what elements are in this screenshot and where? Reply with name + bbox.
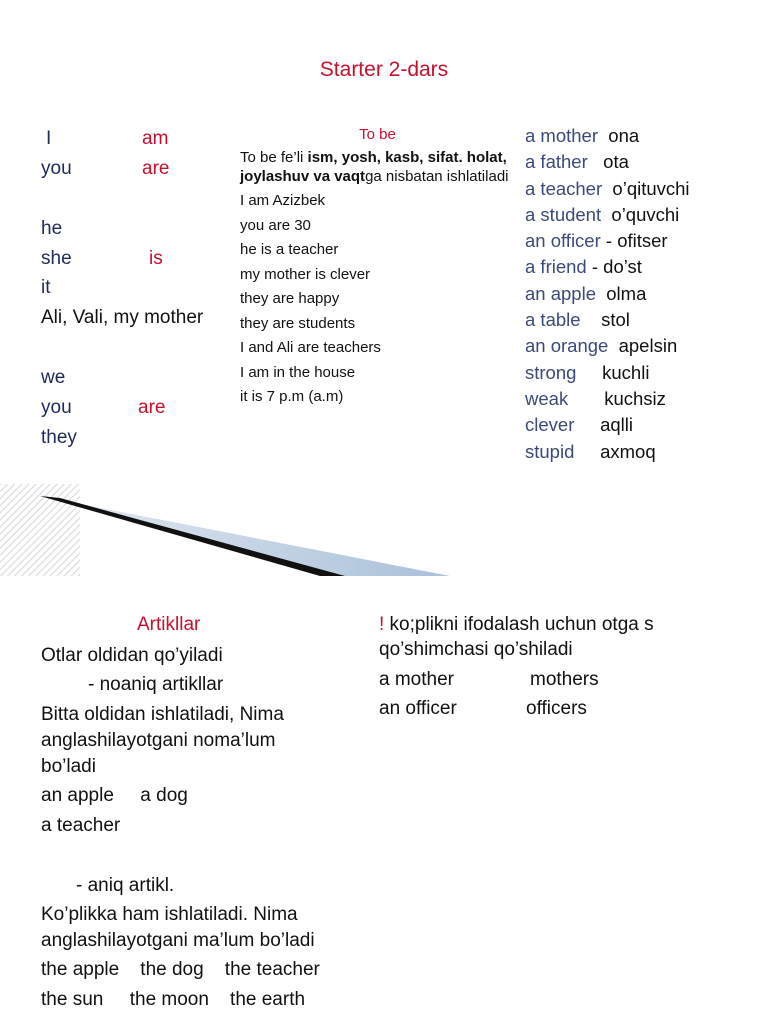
- vocab-english: a teacher: [525, 177, 603, 199]
- vocab-english: a table: [525, 309, 581, 331]
- vocab-english: an officer: [525, 230, 601, 252]
- vocab-uzbek: apelsin: [618, 335, 678, 357]
- plural-rule-text: ko;plikni ifodalash uchun otga s: [384, 614, 654, 635]
- indefinite-desc-line: anglashilayotgani noma’lum: [41, 730, 276, 751]
- vocab-row: [525, 333, 690, 359]
- vocab-row: [525, 176, 690, 202]
- plural-plural: mothers: [530, 669, 599, 690]
- vocab-separator: [608, 335, 618, 356]
- vocab-uzbek: o’qituvchi: [612, 177, 690, 199]
- definite-desc-line: anglashilayotgani ma’lum bo’ladi: [41, 930, 315, 951]
- decorative-band: [0, 484, 768, 576]
- vocab-row: [525, 123, 690, 149]
- indefinite-article-heading: - noaniq artikllar: [88, 674, 224, 695]
- to-be-section: [240, 126, 515, 410]
- pronoun-she: she: [41, 248, 72, 269]
- to-be-description: [240, 148, 515, 186]
- pronoun-he: he: [41, 218, 63, 239]
- vocab-uzbek: ofitser: [617, 230, 668, 252]
- definite-article-heading: - aniq artikl.: [76, 875, 175, 896]
- vocab-separator: [598, 125, 608, 146]
- vocab-english: a father: [525, 151, 588, 173]
- vocab-separator: [588, 151, 603, 172]
- vocab-uzbek: aqlli: [600, 414, 633, 436]
- articles-line: Otlar oldidan qo’yiladi: [41, 645, 223, 666]
- vocab-separator: [581, 309, 602, 330]
- indefinite-desc-line: Bitta oldidan ishlatiladi, Nima: [41, 704, 284, 725]
- plural-singular: an officer: [379, 698, 457, 719]
- vocab-row: [525, 412, 690, 438]
- plural-rule-line: qo’shimchasi qo’shiladi: [379, 639, 573, 660]
- definite-example: the apple the dog the teacher: [41, 959, 320, 980]
- vocab-english: stupid: [525, 440, 575, 462]
- example-line: they are happy: [240, 290, 340, 307]
- vocab-uzbek: olma: [606, 282, 647, 304]
- vocab-separator: [574, 441, 600, 462]
- vocab-english: a friend: [525, 256, 587, 278]
- pronoun-they: they: [41, 427, 77, 448]
- vocab-row: [525, 307, 690, 333]
- articles-title: Artikllar: [137, 614, 201, 635]
- indefinite-desc-line: bo’ladi: [41, 756, 96, 777]
- vocab-row: [525, 228, 690, 254]
- to-be-desc-suffix: ga nisbatan ishlatiladi: [365, 168, 509, 185]
- example-line: they are students: [240, 314, 356, 332]
- vocab-separator: -: [586, 256, 604, 278]
- plural-plural: officers: [526, 698, 587, 719]
- to-be-desc-prefix: To be fe’li: [240, 149, 308, 166]
- pronoun-we: we: [41, 367, 66, 388]
- vocab-separator: [568, 388, 604, 409]
- vocab-separator: [596, 283, 606, 304]
- indefinite-example: a teacher: [41, 815, 121, 836]
- vocab-separator: [576, 362, 602, 383]
- vocab-uzbek: axmoq: [600, 440, 656, 462]
- vocab-uzbek: ota: [603, 151, 629, 173]
- vocab-row: [525, 386, 690, 412]
- pronoun-it: it: [41, 277, 51, 298]
- example-line: he is a teacher: [240, 241, 339, 258]
- verb-am: am: [142, 128, 169, 149]
- vocab-row: [525, 149, 690, 175]
- indefinite-example: an apple a dog: [41, 785, 188, 806]
- definite-example: the sun the moon the earth: [41, 989, 306, 1010]
- example-line: it is 7 p.m (a.m): [240, 388, 344, 405]
- vocab-separator: [601, 204, 611, 225]
- pronoun-names: Ali, Vali, my mother: [41, 307, 204, 328]
- verb-are: are: [142, 158, 170, 179]
- verb-are-plural: are: [138, 397, 166, 418]
- black-swoosh: [40, 496, 345, 576]
- example-line: my mother is clever: [240, 265, 371, 283]
- vocab-row: [525, 254, 690, 280]
- example-line: I and Ali are teachers: [240, 339, 381, 356]
- example-line: I am Azizbek: [240, 192, 326, 209]
- vocab-english: clever: [525, 414, 575, 436]
- vocabulary-list: [525, 123, 690, 465]
- blue-swoosh: [30, 492, 450, 576]
- pronoun-i: I: [46, 128, 52, 149]
- vocab-uzbek: o’quvchi: [611, 203, 680, 225]
- to-be-desc-bold: ism, yosh, kasb, sifat. holat, joylashuv va vaqt: [240, 149, 507, 185]
- vocab-row: [525, 281, 690, 307]
- vocab-uzbek: kuchli: [602, 361, 650, 383]
- vocab-english: a student: [525, 203, 602, 225]
- vocab-english: weak: [525, 387, 569, 409]
- vocab-uzbek: kuchsiz: [604, 387, 666, 409]
- plural-singular: a mother: [379, 669, 454, 690]
- vocab-separator: [602, 178, 612, 199]
- vocab-uzbek: ona: [608, 125, 640, 146]
- vocab-english: an orange: [525, 335, 609, 357]
- vocab-uzbek: stol: [601, 309, 630, 331]
- page-title: Starter 2-dars: [319, 58, 449, 81]
- example-line: you are 30: [240, 216, 311, 234]
- pronoun-you-plural: you: [41, 397, 72, 418]
- vocab-english: strong: [525, 361, 577, 383]
- plural-rule: [379, 614, 654, 636]
- vocab-english: a mother: [525, 125, 599, 146]
- example-line: I am in the house: [240, 363, 356, 381]
- verb-is: is: [149, 248, 163, 269]
- vocab-separator: -: [600, 230, 618, 252]
- to-be-heading: To be: [359, 126, 396, 143]
- pronoun-you: you: [41, 158, 72, 179]
- exclamation-mark: !: [379, 614, 385, 635]
- vocab-english: an apple: [525, 282, 596, 304]
- definite-desc-line: Ko’plikka ham ishlatiladi. Nima: [41, 904, 298, 925]
- vocab-separator: [574, 414, 600, 435]
- vocab-row: [525, 202, 690, 228]
- vocab-row: [525, 360, 690, 386]
- vocab-uzbek: do’st: [603, 256, 642, 278]
- vocab-row: [525, 439, 690, 465]
